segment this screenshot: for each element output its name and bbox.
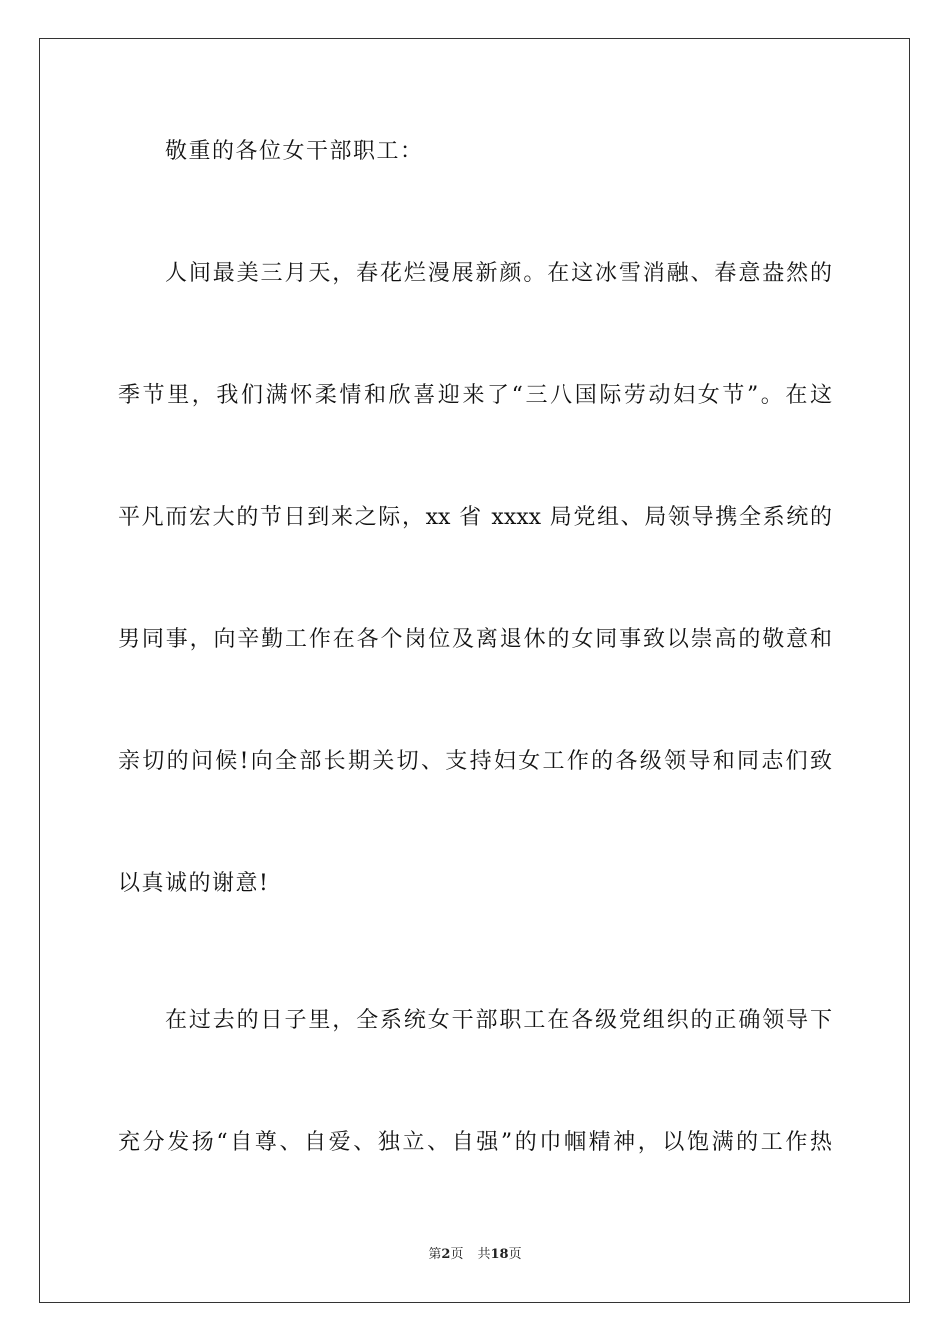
footer-total-suffix: 页 (508, 1247, 522, 1262)
paragraph-line-7: 在过去的日子里，全系统女干部职工在各级党组织的正确领导下 (165, 1008, 832, 1033)
footer-total-prefix: 共 (477, 1247, 491, 1262)
salutation: 敬重的各位女干部职工： (165, 139, 424, 164)
page-border (39, 38, 910, 1303)
paragraph-line-5: 亲切的问候!向全部长期关切、支持妇女工作的各级领导和同志们致 (118, 749, 832, 774)
footer-total-pages: 18 (490, 1247, 509, 1262)
paragraph-line-3: 平凡而宏大的节日到来之际，xx 省 xxxx 局党组、局领导携全系统的 (118, 505, 832, 530)
paragraph-line-2: 季节里，我们满怀柔情和欣喜迎来了“三八国际劳动妇女节”。在这 (118, 383, 832, 408)
paragraph-line-6: 以真诚的谢意! (118, 871, 270, 896)
paragraph-line-4: 男同事，向辛勤工作在各个岗位及离退休的女同事致以崇高的敬意和 (118, 627, 832, 652)
paragraph-line-8: 充分发扬“自尊、自爱、独立、自强”的巾帼精神，以饱满的工作热 (118, 1130, 832, 1155)
footer-page-suffix: 页 (450, 1247, 464, 1262)
paragraph-line-1: 人间最美三月天，春花烂漫展新颜。在这冰雪消融、春意盎然的 (165, 261, 832, 286)
page-footer (0, 1246, 950, 1264)
footer-current-page: 2 (441, 1247, 451, 1262)
footer-page-prefix: 第 (428, 1247, 442, 1262)
